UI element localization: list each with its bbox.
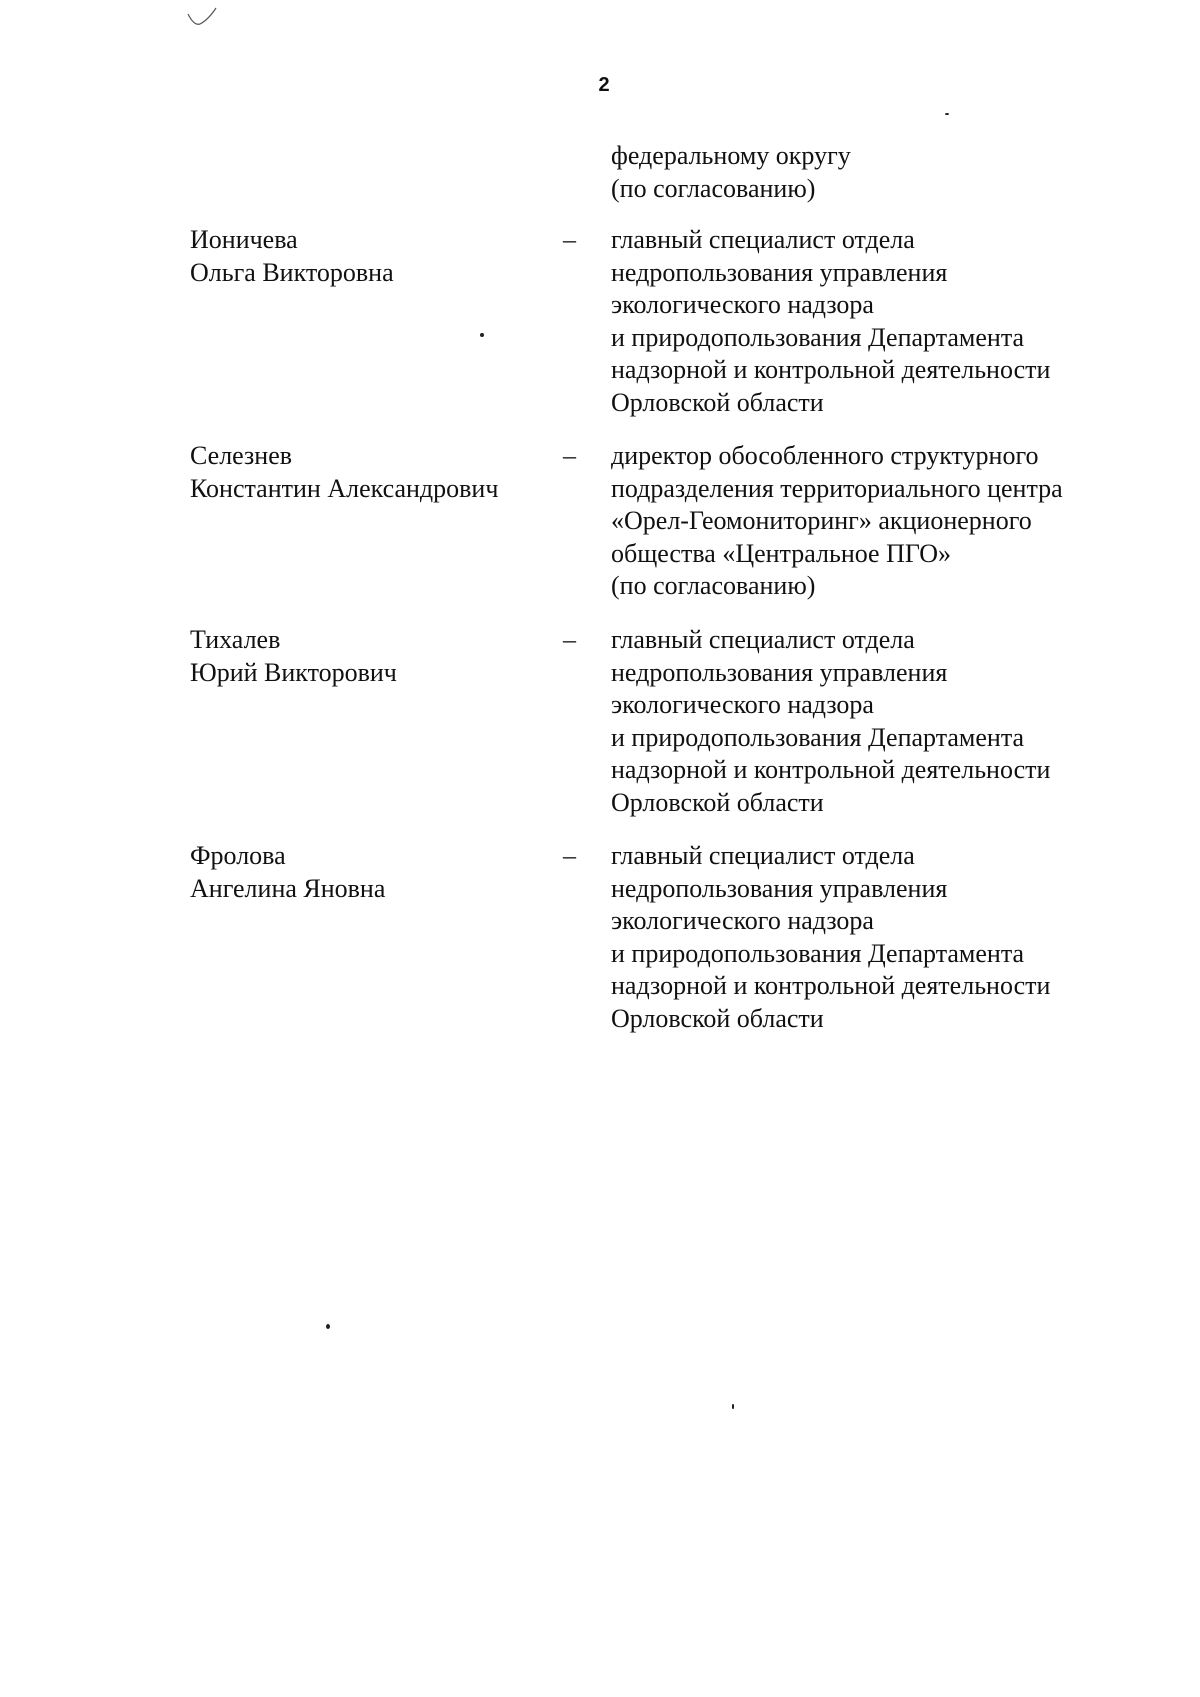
description-line: главный специалист отдела — [611, 841, 915, 870]
description-line: экологического надзора — [611, 906, 874, 935]
description-line: и природопользования Департамента — [611, 722, 1025, 752]
description-line: (по согласованию) — [611, 571, 816, 600]
description-line: и природопользования Департамента — [611, 938, 1025, 968]
member-position — [611, 624, 1050, 819]
description-line: (по согласованию) — [611, 173, 816, 203]
description-line: Орловской области — [611, 787, 824, 817]
member-name — [190, 840, 385, 905]
page-number-text: 2 — [598, 74, 610, 96]
description-line: «Орел-Геомониторинг» акционерного — [611, 506, 1032, 535]
member-surname: Ионичева — [190, 225, 298, 254]
member-given-names: Константин Александрович — [190, 473, 499, 503]
member-name — [190, 224, 394, 289]
description-line: главный специалист отдела — [611, 625, 915, 654]
dash-separator: – — [563, 441, 576, 470]
scan-speck — [326, 1324, 330, 1329]
description-line: экологического надзора — [611, 290, 874, 319]
scan-speck — [732, 1404, 734, 1409]
description-line: надзорной и контрольной деятельности — [611, 755, 1051, 784]
dash-separator: – — [563, 225, 576, 254]
description-line: недропользования управления — [611, 873, 948, 903]
dash-separator: – — [563, 625, 576, 654]
member-position — [611, 224, 1050, 419]
description-line: общества «Центральное ПГО» — [611, 538, 952, 568]
member-surname: Фролова — [190, 841, 286, 870]
description-line: и природопользования Департамента — [611, 322, 1025, 352]
member-position — [611, 440, 1063, 603]
scan-speck — [480, 333, 484, 337]
dash-separator: – — [563, 841, 576, 870]
member-given-names: Юрий Викторович — [190, 657, 397, 687]
description-line: недропользования управления — [611, 657, 948, 687]
page-number — [0, 74, 1200, 97]
handwritten-check-mark — [186, 6, 226, 36]
member-surname: Тихалев — [190, 625, 281, 654]
description-line: Орловской области — [611, 387, 824, 417]
member-name — [190, 624, 397, 689]
description-line: недропользования управления — [611, 257, 948, 287]
member-given-names: Ангелина Яновна — [190, 873, 386, 903]
description-line: директор обособленного структурного — [611, 441, 1039, 470]
member-position — [611, 840, 1050, 1035]
description-line: надзорной и контрольной деятельности — [611, 971, 1051, 1000]
description-line: подразделения территориального центра — [611, 473, 1063, 503]
scan-speck — [945, 113, 949, 115]
description-line: экологического надзора — [611, 690, 874, 719]
description-line: надзорной и контрольной деятельности — [611, 355, 1051, 384]
description-line: Орловской области — [611, 1003, 824, 1033]
member-surname: Селезнев — [190, 441, 293, 470]
continued-description — [611, 140, 851, 205]
member-name — [190, 440, 498, 505]
description-line: федеральному округу — [611, 141, 851, 170]
description-line: главный специалист отдела — [611, 225, 915, 254]
member-given-names: Ольга Викторовна — [190, 257, 394, 287]
